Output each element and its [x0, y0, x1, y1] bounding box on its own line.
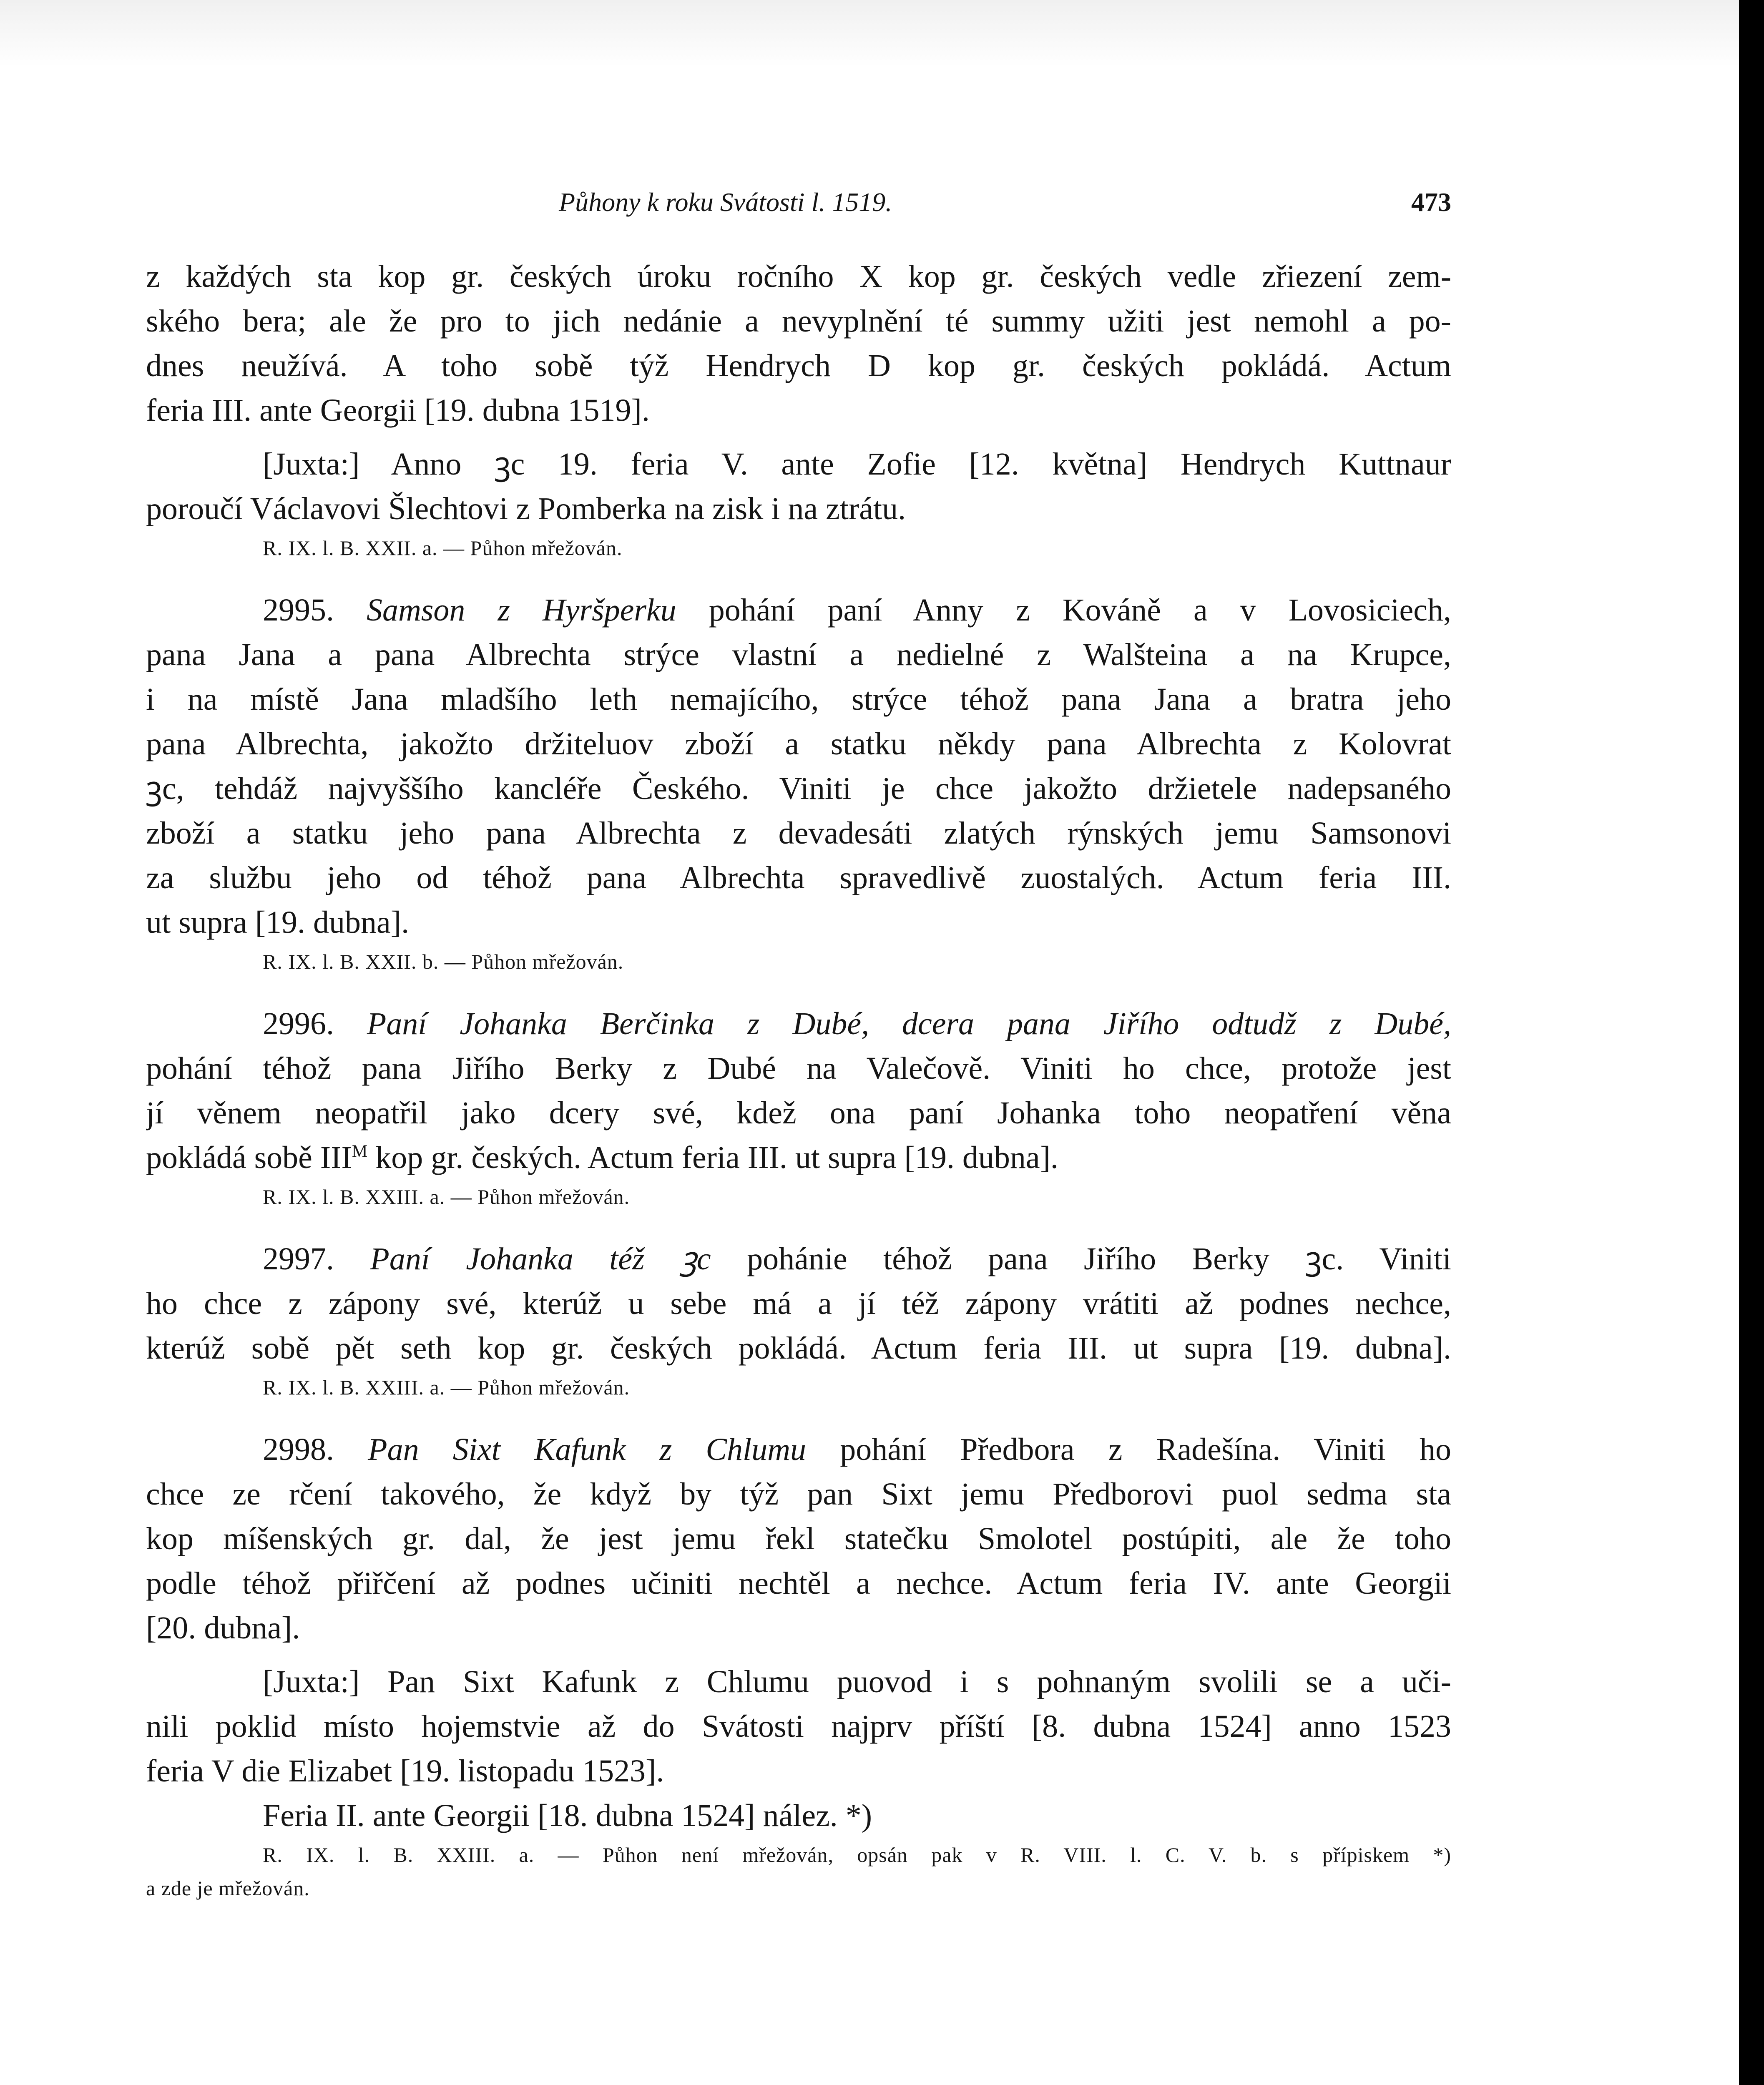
source-reference: R. IX. l. B. XXIII. a. — Půhon mřežován. — [263, 1376, 630, 1399]
party-name: Samson z Hyršperku — [366, 593, 676, 628]
finding-line: Feria II. ante Georgii [18. dubna 1524] nález. *) — [263, 1798, 872, 1833]
running-title: Půhony k roku Svátosti l. 1519. — [559, 187, 892, 217]
source-reference: R. IX. l. B. XXII. b. — Půhon mřežován. — [263, 950, 624, 973]
text-line: feria III. ante Georgii [19. dubna 1519]. — [146, 393, 650, 428]
text-line: pohání téhož pana Jiřího Berky z Dubé na Valečově. Viniti ho chce, protože jest — [146, 1051, 1451, 1086]
text-line: zboží a statku jeho pana Albrechta z devadesáti zlatých rýnských jemu Samsonovi — [146, 816, 1451, 851]
entry-2997: 2997. Paní Johanka též ꝫc pohánie téhož pana Jiřího Berky ꝫc. Viniti — [263, 1241, 1451, 1276]
source-reference: a zde je mřežován. — [146, 1876, 310, 1900]
text-line: feria V die Elizabet [19. listopadu 1523]. — [146, 1753, 664, 1789]
text-line: [Juxta:] Pan Sixt Kafunk z Chlumu puovod i s pohnaným svolili se a uči- — [263, 1664, 1451, 1699]
text-line: poroučí Václavovi Šlechtovi z Pomberka na zisk i na ztrátu. — [146, 491, 906, 526]
source-reference: R. IX. l. B. XXII. a. — Půhon mřežován. — [263, 536, 623, 560]
text-line: pokládá sobě $III^M$ kop gr. českých. Actum feria III. ut supra [19. dubna]. — [146, 1140, 1058, 1175]
text-line: kterúž sobě pět seth kop gr. českých pokládá. Actum feria III. ut supra [19. dubna]. — [146, 1331, 1451, 1366]
page-body — [146, 254, 1451, 1905]
party-name: Pan Sixt Kafunk z Chlumu — [368, 1432, 807, 1467]
text-line: kop míšenských gr. dal, že jest jemu řekl statečku Smolotel postúpiti, ale že toho — [146, 1521, 1451, 1556]
entry-number: 2996. — [263, 1006, 334, 1041]
entry-number: 2995. — [263, 593, 334, 628]
text-line: ꝫc, tehdáž najvyššího kancléře Českého. Viniti je chce jakožto držietele nadepsaného — [146, 771, 1451, 806]
text-line: pana Albrechta, jakožto držiteluov zboží a statku někdy pana Albrechta z Kolovrat — [146, 726, 1451, 761]
text-line: [Juxta:] Anno ꝫc 19. feria V. ante Zofie [12. května] Hendrych Kuttnaur — [263, 447, 1451, 482]
text-line: za službu jeho od téhož pana Albrechta spravedlivě zuostalých. Actum feria III. — [146, 860, 1451, 895]
text-line: ského bera; ale že pro to jich nedánie a nevyplnění té summy užiti jest nemohl a po- — [146, 304, 1451, 339]
text-line: ut supra [19. dubna]. — [146, 905, 410, 940]
scan-edge — [1739, 0, 1764, 2085]
text-line: podle téhož přiřčení až podnes učiniti nechtěl a nechce. Actum feria IV. ante Georgii — [146, 1566, 1451, 1601]
entry-2995: 2995. Samson z Hyršperku pohání paní Anny z Kováně a v Lovosiciech, — [263, 593, 1451, 628]
party-name: Paní Johanka též ꝫc — [370, 1241, 711, 1276]
text-line: dnes neužívá. A toho sobě týž Hendrych D kop gr. českých pokládá. Actum — [146, 348, 1451, 383]
entry-number: 2997. — [263, 1241, 334, 1276]
source-reference: R. IX. l. B. XXIII. a. — Půhon mřežován. — [263, 1185, 630, 1208]
text-line: nili poklid místo hojemstvie až do Svátosti najprv příští [8. dubna 1524] anno 1523 — [146, 1709, 1451, 1744]
page-header — [146, 179, 1451, 225]
text-line: [20. dubna]. — [146, 1610, 300, 1645]
text-line: i na místě Jana mladšího leth nemajícího, strýce téhož pana Jana a bratra jeho — [146, 682, 1451, 717]
source-reference: R. IX. l. B. XXIII. a. — Půhon není mřežován, opsán pak v R. VIII. l. C. V. b. s přípiskem *) — [263, 1843, 1451, 1866]
entry-2998: 2998. Pan Sixt Kafunk z Chlumu pohání Předbora z Radešína. Viniti ho — [263, 1432, 1451, 1467]
text-line: z každých sta kop gr. českých úroku ročního X kop gr. českých vedle zřiezení zem- — [146, 259, 1451, 294]
text-line: chce ze rčení takového, že když by týž pan Sixt jemu Předborovi puol sedma sta — [146, 1477, 1451, 1512]
party-name: Paní Johanka Berčinka z Dubé, dcera pana Jiřího odtudž z Dubé, — [367, 1006, 1451, 1041]
text-line: jí věnem neopatřil jako dcery své, kdež ona paní Johanka toho neopatření věna — [146, 1095, 1451, 1130]
entry-number: 2998. — [263, 1432, 334, 1467]
page-number: 473 — [1411, 187, 1451, 217]
text-line: ho chce z zápony své, kterúž u sebe má a jí též zápony vrátiti až podnes nechce, — [146, 1286, 1451, 1321]
entry-2996 — [146, 1002, 1451, 1046]
text-line: pana Jana a pana Albrechta strýce vlastní a nedielné z Walšteina a na Krupce, — [146, 637, 1451, 672]
